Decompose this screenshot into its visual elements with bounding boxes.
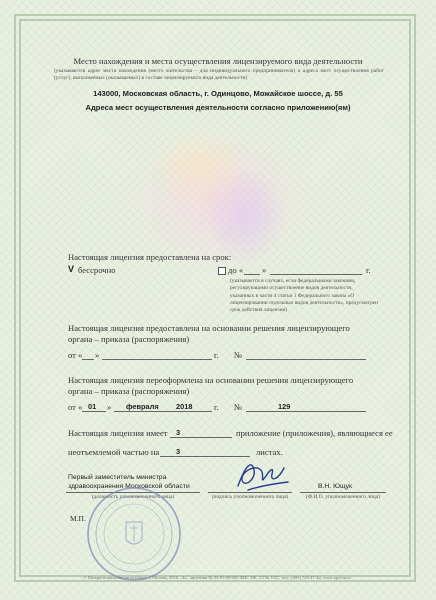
address: 143000, Московская область, г. Одинцово, Можайское шоссе, д. 55: [93, 89, 343, 98]
term-year-suffix: г.: [366, 265, 371, 275]
position-caption: (должность уполномоченного лица): [91, 494, 175, 500]
printer-footer: © Межрегиональная типография, г. Москва, 2016, «Б», лицензия № 05-05-09/003 ФНС РФ, ТЗ № 1057, тел.: (495) 726-47-42, www.opcion.ru: [83, 575, 351, 580]
appendix-count: 3: [176, 428, 181, 437]
reissue-text-line2: органа – приказа (распоряжения): [68, 386, 190, 396]
appendix-has-suffix: приложение (приложения), являющиеся ее: [236, 428, 393, 438]
appendix-has-prefix: Настоящая лицензия имеет: [68, 428, 168, 438]
term-until-checkbox: [218, 267, 226, 275]
term-until-mid: »: [262, 265, 267, 275]
reissue-year-suffix: г.: [214, 402, 219, 412]
basis-number-line: [246, 359, 366, 360]
term-label: Настоящая лицензия предоставлена на срок:: [68, 252, 232, 262]
reissue-month-line: [114, 411, 212, 412]
check-mark: V: [68, 264, 75, 274]
basis-text-line2: органа – приказа (распоряжения): [68, 334, 190, 344]
basis-day-line: [82, 359, 94, 360]
term-until-prefix: до «: [228, 265, 244, 275]
signature-caption: (подпись уполномоченного лица): [211, 494, 289, 500]
reissue-month: февраля: [126, 402, 159, 411]
appendix-sheets: 3: [176, 447, 181, 456]
reissue-text-line1: Настоящая лицензия переоформлена на основании решения лицензирующего: [68, 375, 354, 385]
appendix-sheets-suffix: листах.: [256, 447, 283, 457]
place-note: (указываются адрес места нахождения (место жительства – для индивидуального предпринимателя) и адреса мест осуществления работ (услуг), выполняемых (оказываемых) в составе лицензируемого вида деятельности): [54, 68, 384, 82]
reissue-number-label: №: [234, 402, 243, 412]
basis-year: г.: [214, 350, 219, 360]
reissue-day: 01: [88, 402, 97, 411]
stamp-seal-icon: [84, 484, 184, 584]
appendix-part-prefix: неотъемлемой частью на: [68, 447, 160, 457]
stamp-label: М.П.: [70, 514, 86, 523]
name-caption: (Ф.И.О. уполномоченного лица): [306, 494, 380, 500]
basis-from: от «: [68, 350, 83, 360]
name-line: [300, 492, 386, 493]
basis-number-label: №: [234, 350, 243, 360]
reissue-from: от «: [68, 402, 83, 412]
position-line2: здравоохранения Московской области: [68, 483, 190, 490]
reissue-year: 2018: [176, 402, 193, 411]
reissue-number: 129: [278, 402, 291, 411]
reissue-quote-close: »: [107, 402, 112, 412]
reissue-number-line: [246, 411, 366, 412]
basis-text-line1: Настоящая лицензия предоставлена на основании решения лицензирующего: [68, 323, 350, 333]
signatory-name: В.Н. Ющук: [318, 483, 353, 490]
signature-icon: [232, 454, 292, 498]
basis-month-line: [102, 359, 212, 360]
term-date-line: [270, 274, 362, 275]
appendix-count-line: [170, 437, 232, 438]
reissue-day-line: [82, 411, 106, 412]
term-day-line: [244, 274, 260, 275]
position-line1: Первый заместитель министра: [68, 474, 167, 481]
place-title: Место нахождения и места осуществления лицензируемого вида деятельности: [73, 56, 363, 66]
basis-quote-close: »: [95, 350, 100, 360]
term-indefinite: бессрочно: [78, 265, 116, 275]
term-note: (указывается в случаях, если федеральными законами, регулирующими осуществление видов деятельности, указанных в части 4 статьи 1 Федерального закона «О лицензировании отдельных видов деятельности», предусмотрен срок действия лицензии): [230, 278, 378, 314]
address-line2: Адреса мест осуществления деятельности согласно приложению(ям): [85, 103, 351, 112]
